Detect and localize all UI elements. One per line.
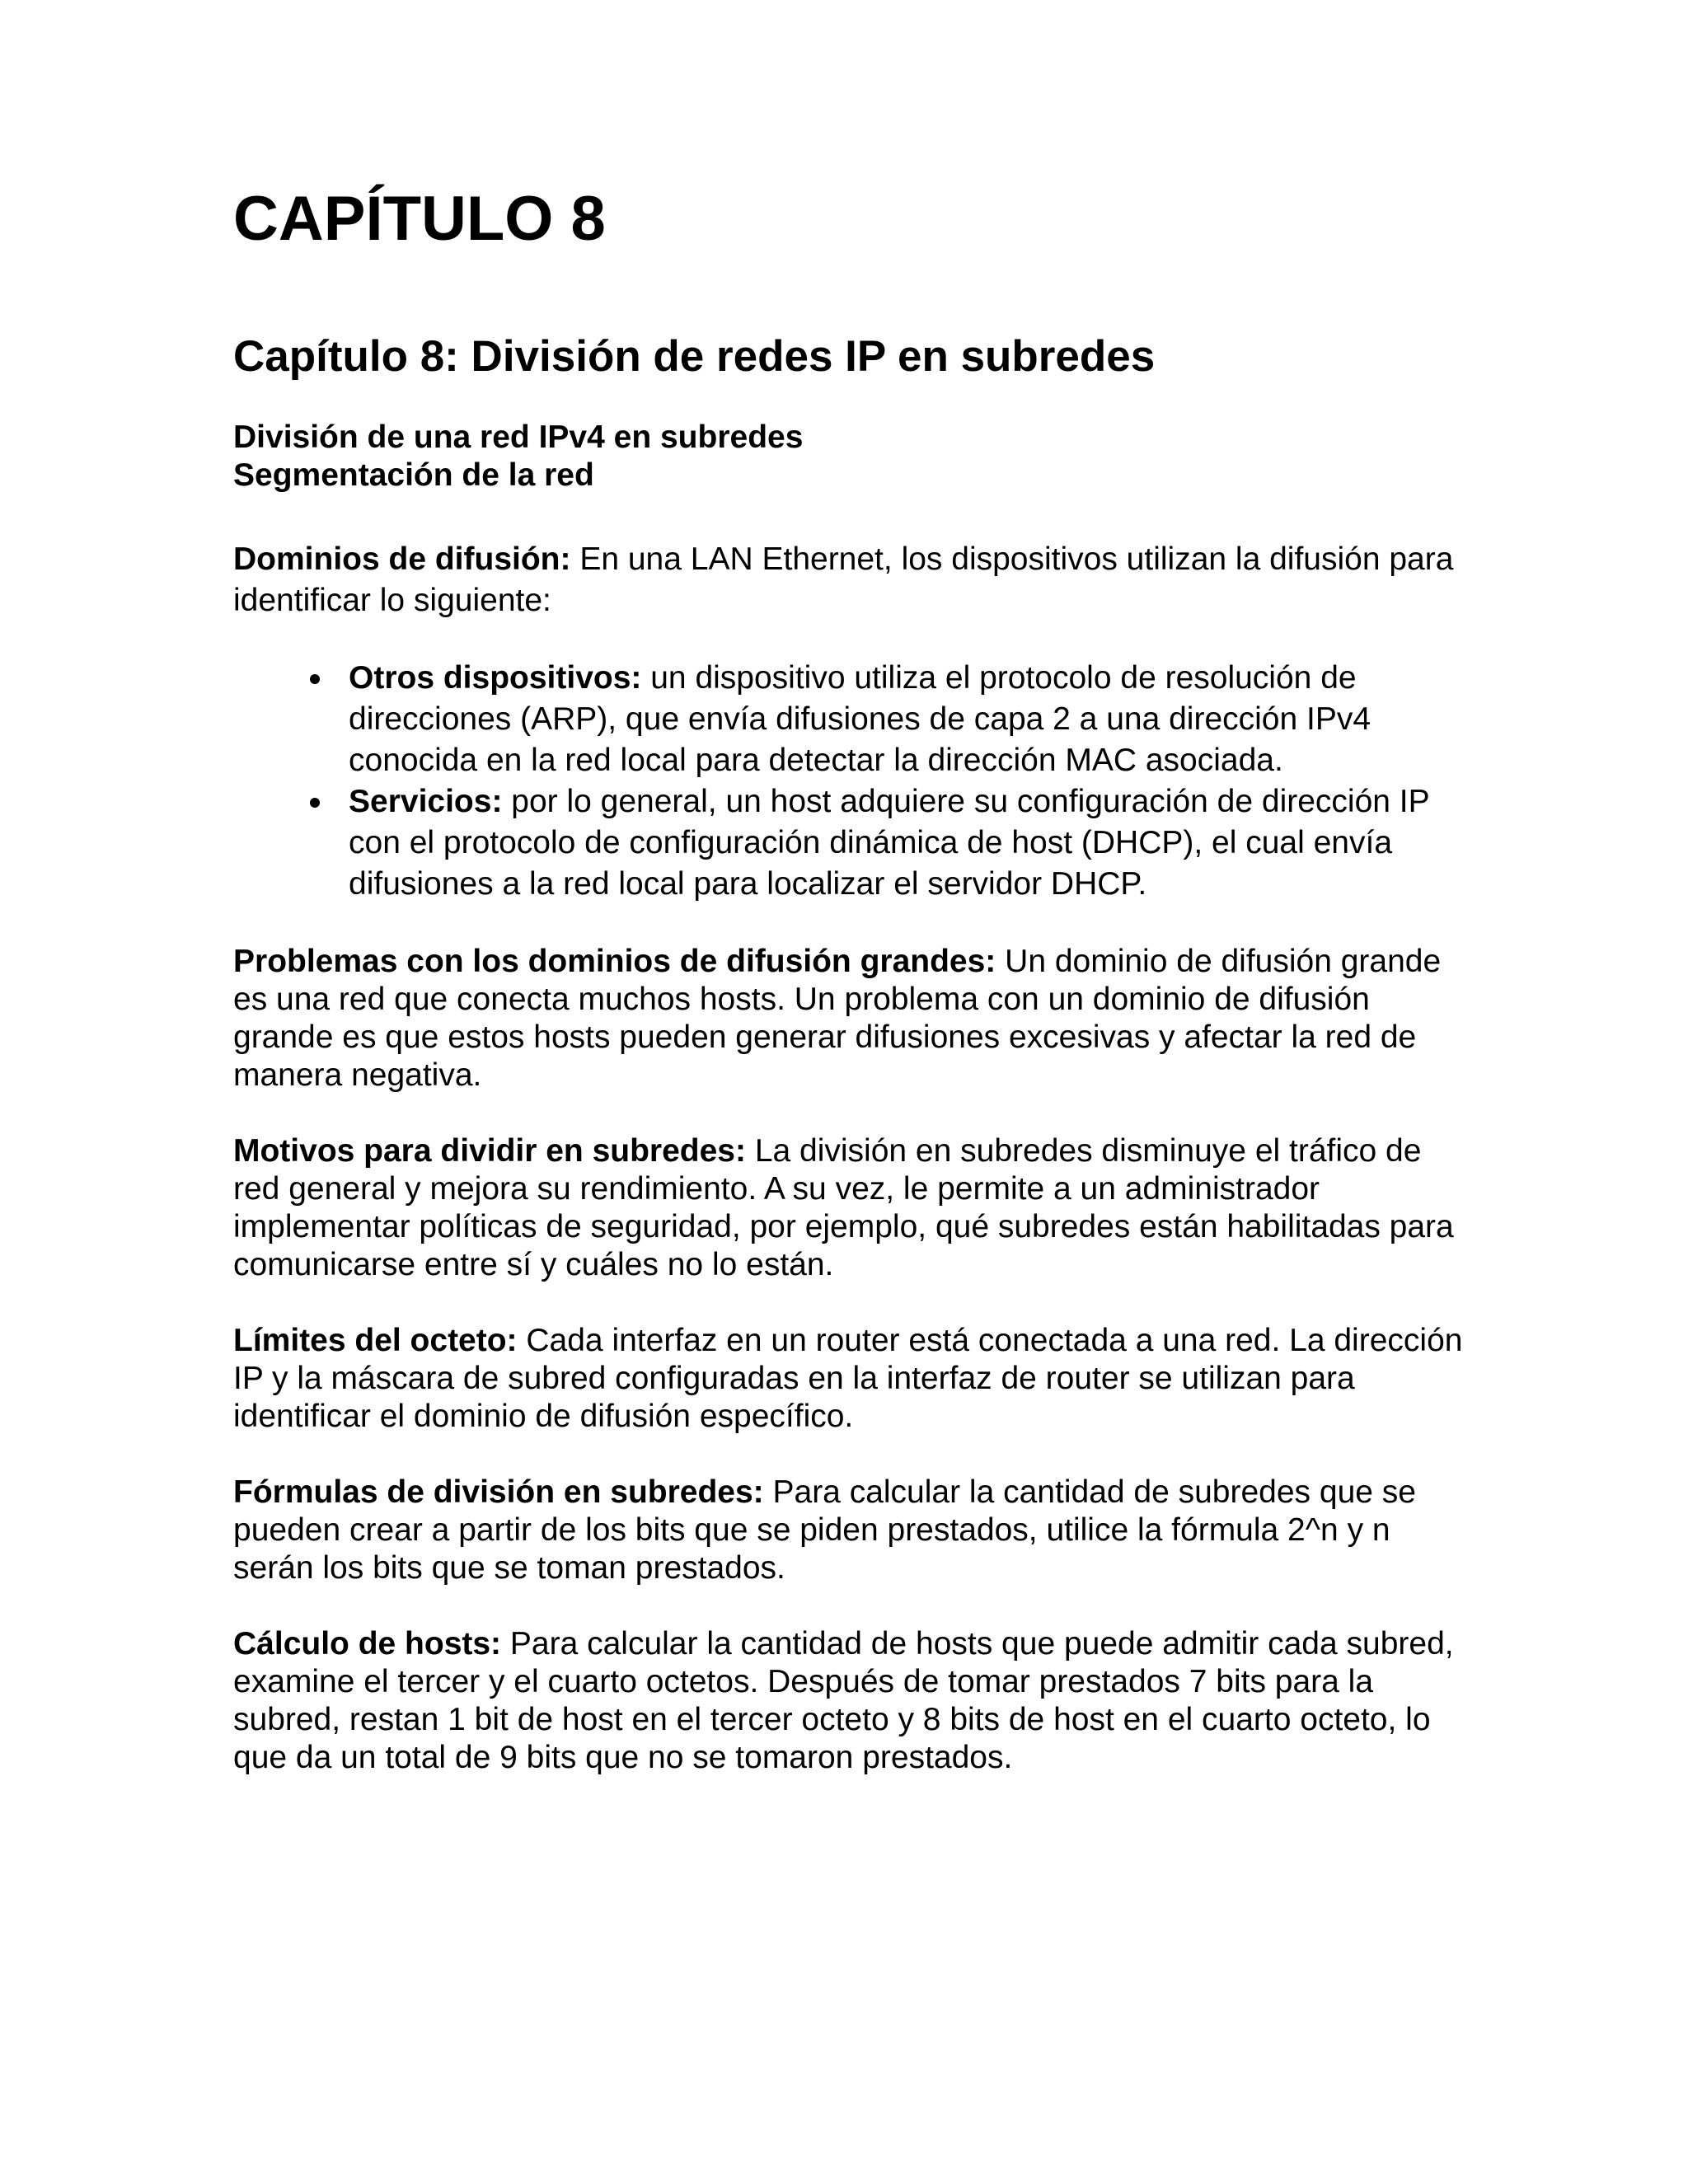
text-problemas: Un dominio de difusión grande es una red que conecta muchos hosts. Un problema con un dominio de difusión grande es que estos hosts pueden generar difusiones excesivas y afectar la red de manera negativa. bbox=[233, 944, 1442, 1093]
text-otros-dispositivos: un dispositivo utiliza el protocolo de resolución de direcciones (ARP), que envía difusiones de capa 2 a una dirección IPv4 conocida en la red local para detectar la dirección MAC asociada. bbox=[349, 660, 1372, 778]
text-motivos: La división en subredes disminuye el tráfico de red general y mejora su rendimiento. A su vez, le permite a un administrador implementar políticas de seguridad, por ejemplo, qué subredes están habilitadas para comunicarse entre sí y cuáles no lo están. bbox=[233, 1133, 1454, 1282]
text-dominios: En una LAN Ethernet, los dispositivos utilizan la difusión para identificar lo siguiente: bbox=[233, 541, 1454, 618]
text-servicios: por lo general, un host adquiere su configuración de dirección IP con el protocolo de configuración dinámica de host (DHCP), el cual envía difusiones a la red local para localizar el servidor DHCP. bbox=[349, 784, 1429, 902]
bullet-list bbox=[233, 658, 1470, 905]
paragraph-problemas bbox=[233, 943, 1470, 1094]
text-calculo: Para calcular la cantidad de hosts que puede admitir cada subred, examine el tercer y el cuarto octetos. Después de tomar prestados 7 bits para la subred, restan 1 bit de host en el tercer octeto y 8 bits de host en el cuarto octeto, lo que da un total de 9 bits que no se tomaron prestados. bbox=[233, 1626, 1454, 1775]
text-limites: Cada interfaz en un router está conectada a una red. La dirección IP y la máscara de subred configuradas en la interfaz de router se utilizan para identificar el dominio de difusión específico. bbox=[233, 1323, 1463, 1434]
text-formulas: Para calcular la cantidad de subredes que se pueden crear a partir de los bits que se piden prestados, utilice la fórmula 2^n y n serán los bits que se toman prestados. bbox=[233, 1474, 1416, 1586]
term-servicios: Servicios: bbox=[349, 784, 503, 819]
paragraph-calculo bbox=[233, 1625, 1470, 1777]
chapter-title: CAPÍTULO 8 bbox=[233, 184, 606, 254]
term-problemas: Problemas con los dominios de difusión grandes: bbox=[233, 944, 996, 979]
subheadings bbox=[233, 419, 803, 494]
term-dominios: Dominios de difusión: bbox=[233, 541, 571, 577]
section-title: Capítulo 8: División de redes IP en subredes bbox=[233, 332, 1156, 381]
term-limites: Límites del octeto: bbox=[233, 1323, 518, 1358]
term-otros-dispositivos: Otros dispositivos: bbox=[349, 660, 642, 696]
term-motivos: Motivos para dividir en subredes: bbox=[233, 1133, 746, 1169]
term-calculo: Cálculo de hosts: bbox=[233, 1626, 502, 1661]
list-item bbox=[233, 781, 1445, 905]
paragraph-formulas bbox=[233, 1474, 1470, 1587]
bullet-dot-icon bbox=[310, 674, 320, 684]
subheading-segmentacion: Segmentación de la red bbox=[233, 457, 594, 493]
bullet-dot-icon bbox=[310, 798, 320, 808]
paragraph-limites bbox=[233, 1322, 1470, 1436]
subheading-division-ipv4: División de una red IPv4 en subredes bbox=[233, 419, 804, 455]
paragraph-motivos bbox=[233, 1132, 1470, 1284]
term-formulas: Fórmulas de división en subredes: bbox=[233, 1474, 764, 1510]
list-item bbox=[233, 658, 1445, 781]
paragraph-dominios bbox=[233, 539, 1470, 621]
